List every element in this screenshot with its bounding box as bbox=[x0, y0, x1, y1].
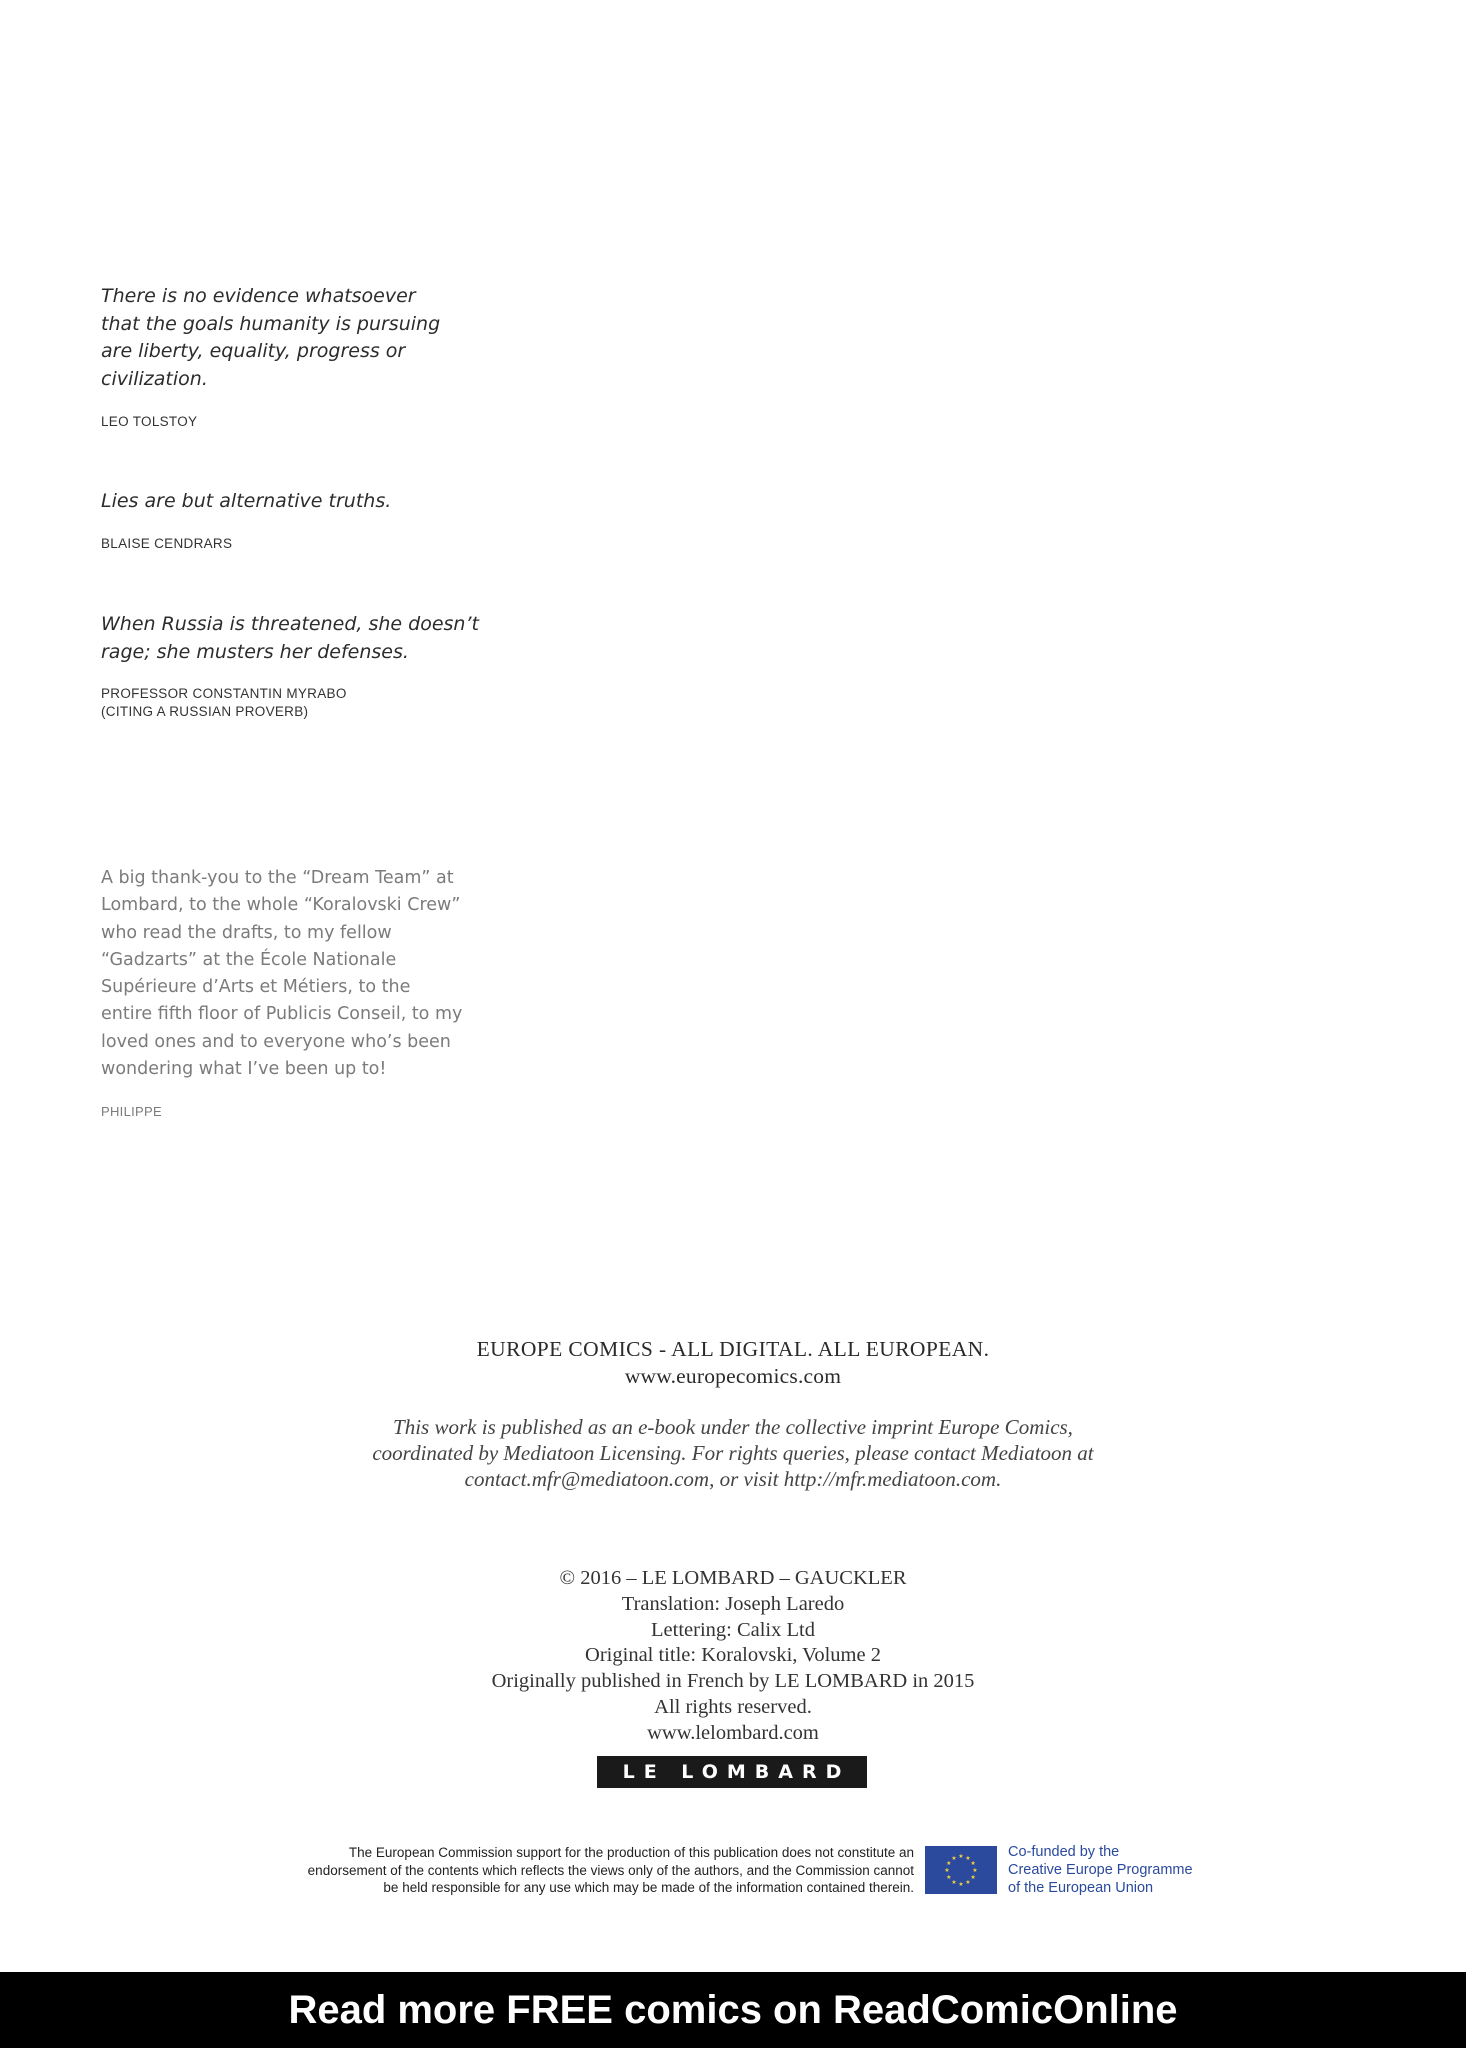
eu-cofunded-text: Co-funded by the Creative Europe Programme of the European Union bbox=[1008, 1844, 1193, 1896]
copyright-line: © 2016 – LE LOMBARD – GAUCKLER bbox=[559, 1567, 907, 1589]
eu-star-icon: ★ bbox=[965, 1854, 971, 1862]
europe-comics-notice: This work is published as an e-book under the collective imprint Europe Comics, coordinated by Mediatoon Licensing. For rights queries, please contact Mediatoon at contact.mfr@mediatoon.com, or visit http://mfr.mediatoon.com. bbox=[372, 1415, 1094, 1491]
quote-tolstoy-author: LEO TOLSTOY bbox=[101, 414, 198, 429]
original-publication-line: Originally published in French by LE LOMBARD in 2015 bbox=[491, 1670, 975, 1693]
eu-star-icon: ★ bbox=[946, 1874, 952, 1881]
rights-block bbox=[0, 1566, 1466, 1747]
quote-cendrars-author: BLAISE CENDRARS bbox=[101, 536, 233, 551]
eu-star-icon: ★ bbox=[970, 1860, 976, 1867]
original-title-line: Original title: Koralovski, Volume 2 bbox=[585, 1644, 881, 1667]
quote-cendrars: Lies are but alternative truths. bbox=[101, 490, 392, 512]
lelombard-url[interactable]: www.lelombard.com bbox=[647, 1721, 819, 1744]
eu-star-icon: ★ bbox=[965, 1879, 971, 1887]
eu-star-icon: ★ bbox=[944, 1867, 950, 1874]
footer-banner[interactable]: Read more FREE comics on ReadComicOnline bbox=[0, 1972, 1466, 2048]
lettering-line: Lettering: Calix Ltd bbox=[651, 1618, 815, 1641]
eu-star-icon: ★ bbox=[946, 1860, 952, 1867]
eu-star-icon: ★ bbox=[972, 1867, 978, 1874]
translation-line: Translation: Joseph Laredo bbox=[621, 1592, 845, 1615]
eu-disclaimer: The European Commission support for the production of this publication does not constitute an endorsement of the contents which reflects the views only of the authors, and the Commission cannot be held responsible for any use which may be made of the information contained therein. bbox=[307, 1845, 914, 1895]
quote-myrabo: When Russia is threatened, she doesn’t rage; she musters her defenses. bbox=[101, 613, 479, 663]
eu-star-icon: ★ bbox=[970, 1874, 976, 1881]
eu-star-icon: ★ bbox=[958, 1853, 964, 1860]
rights-reserved-line: All rights reserved. bbox=[654, 1695, 812, 1718]
acknowledgements-signature: PHILIPPE bbox=[101, 1104, 162, 1119]
eu-flag-icon bbox=[925, 1846, 997, 1894]
le-lombard-logo: LE LOMBARD bbox=[597, 1756, 867, 1788]
europe-comics-url[interactable]: www.europecomics.com bbox=[624, 1364, 842, 1388]
acknowledgements-text: A big thank-you to the “Dream Team” at Lombard, to the whole “Koralovski Crew” who read the drafts, to my fellow “Gadzarts” at the École Nationale Supérieure d’Arts et Métiers, to the entire fifth floor of Publicis Conseil, to my loved ones and to everyone who’s been wondering what I’ve been up to! bbox=[101, 868, 463, 1080]
eu-star-icon: ★ bbox=[958, 1881, 964, 1888]
eu-star-icon: ★ bbox=[951, 1854, 957, 1862]
eu-star-icon: ★ bbox=[951, 1879, 957, 1887]
europe-comics-title: EUROPE COMICS - ALL DIGITAL. ALL EUROPEAN. bbox=[476, 1337, 990, 1361]
quote-tolstoy: There is no evidence whatsoever that the goals humanity is pursuing are liberty, equality, progress or civilization. bbox=[101, 285, 441, 390]
eu-stars-icon bbox=[925, 1846, 997, 1894]
quote-myrabo-author: PROFESSOR CONSTANTIN MYRABO (CITING A RUSSIAN PROVERB) bbox=[101, 686, 347, 719]
